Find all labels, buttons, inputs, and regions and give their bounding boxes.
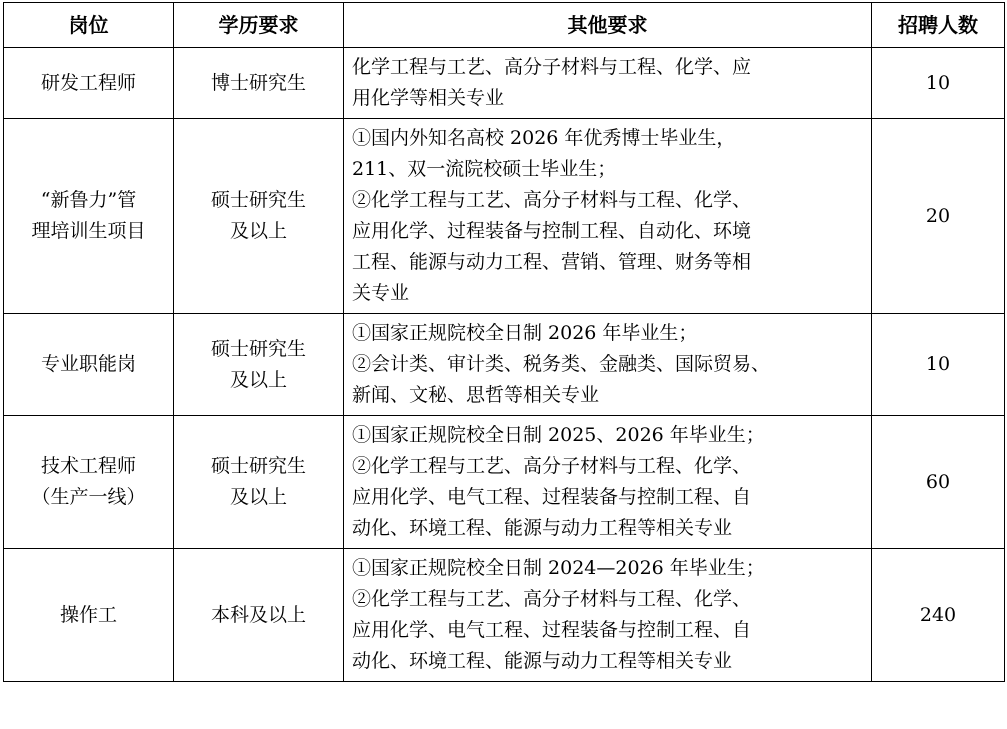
column-header-other-requirements: 其他要求 (344, 3, 872, 48)
cell-other-requirements: 化学工程与工艺、高分子材料与工程、化学、应 用化学等相关专业 (344, 48, 872, 119)
document-page (0, 2, 1007, 729)
cell-other-requirements: ①国家正规院校全日制 2024—2026 年毕业生； ②化学工程与工艺、高分子材料与工程、化学、 应用化学、电气工程、过程装备与控制工程、自 动化、环境工程、能源与动力工程等相关专业 (344, 549, 872, 682)
cell-other-requirements: ①国家正规院校全日制 2026 年毕业生； ②会计类、审计类、税务类、金融类、国际贸易、 新闻、文秘、思哲等相关专业 (344, 314, 872, 416)
table-row (4, 549, 1005, 682)
table-body (4, 48, 1005, 682)
table-row (4, 314, 1005, 416)
cell-other-requirements: ①国家正规院校全日制 2025、2026 年毕业生； ②化学工程与工艺、高分子材料与工程、化学、 应用化学、电气工程、过程装备与控制工程、自 动化、环境工程、能源与动力工程等相关专业 (344, 416, 872, 549)
cell-headcount: 240 (872, 549, 1005, 682)
table-row (4, 119, 1005, 314)
recruitment-table (3, 2, 1005, 682)
table-row (4, 416, 1005, 549)
table-header-row (4, 3, 1005, 48)
cell-education: 硕士研究生 及以上 (174, 119, 344, 314)
column-header-education: 学历要求 (174, 3, 344, 48)
cell-education: 博士研究生 (174, 48, 344, 119)
cell-education: 硕士研究生 及以上 (174, 416, 344, 549)
cell-headcount: 20 (872, 119, 1005, 314)
table-row (4, 48, 1005, 119)
column-header-position: 岗位 (4, 3, 174, 48)
cell-headcount: 10 (872, 48, 1005, 119)
cell-headcount: 10 (872, 314, 1005, 416)
cell-position: 研发工程师 (4, 48, 174, 119)
cell-other-requirements: ①国内外知名高校 2026 年优秀博士毕业生， 211、双一流院校硕士毕业生； ②化学工程与工艺、高分子材料与工程、化学、 应用化学、过程装备与控制工程、自动化、环境 工程、能源与动力工程、营销、管理、财务等相 关专业 (344, 119, 872, 314)
cell-education: 硕士研究生 及以上 (174, 314, 344, 416)
cell-headcount: 60 (872, 416, 1005, 549)
cell-position: 专业职能岗 (4, 314, 174, 416)
column-header-headcount: 招聘人数 (872, 3, 1005, 48)
cell-position: “新鲁力”管 理培训生项目 (4, 119, 174, 314)
table-header (4, 3, 1005, 48)
cell-position: 操作工 (4, 549, 174, 682)
cell-education: 本科及以上 (174, 549, 344, 682)
cell-position: 技术工程师 （生产一线） (4, 416, 174, 549)
